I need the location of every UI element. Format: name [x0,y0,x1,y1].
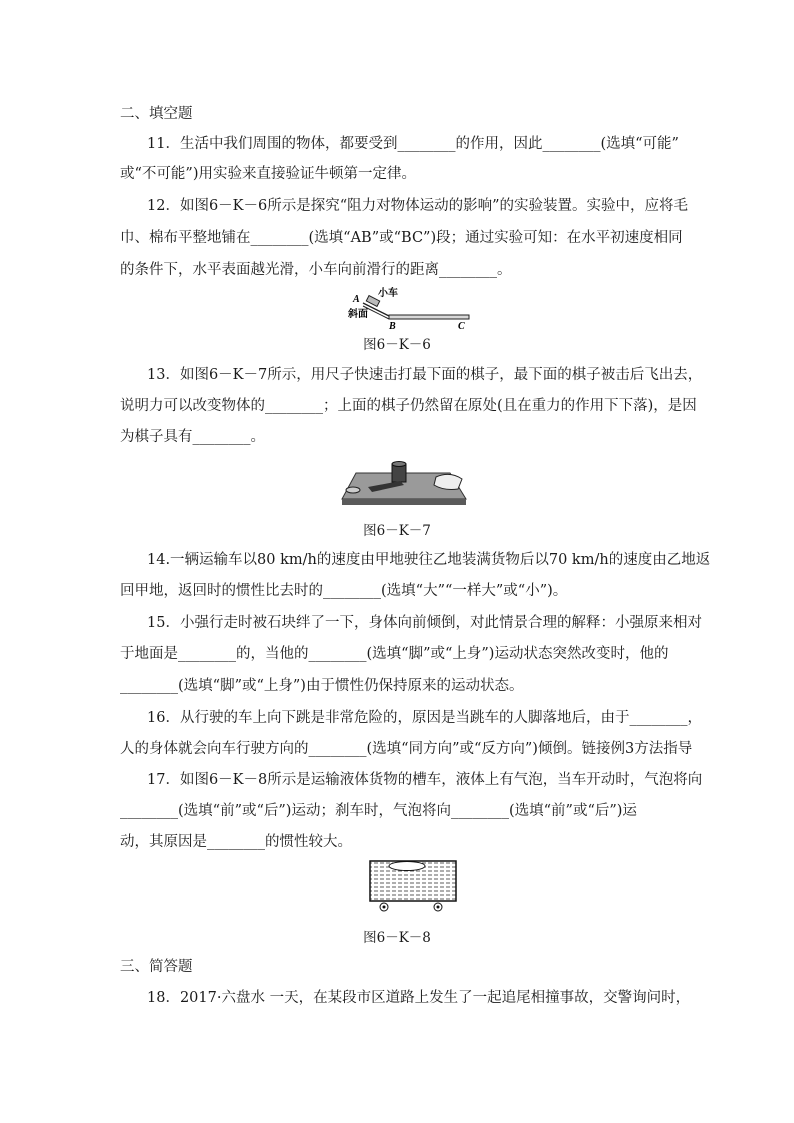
section-heading-short-answer: 三、简答题 [120,959,193,975]
tank-truck-figure [368,857,458,915]
q11-line-2: 或“不可能”)用实验来直接验证牛顿第一定律。 [120,166,416,182]
figure-caption-8: 图6－K－8 [363,930,431,946]
section-heading-fill-blank: 二、填空题 [120,106,193,122]
incline-apparatus-figure [345,287,475,329]
chess-pieces-figure [338,455,468,507]
flying-piece-icon [346,487,360,493]
air-bubble-icon [389,862,425,871]
q11-line-1: 11．生活中我们周围的物体，都要受到________的作用，因此________(选填“可能” [147,136,679,152]
table-edge [342,499,466,505]
hand-icon [434,474,462,489]
label-cart: 小车 [378,288,398,299]
q12-line-2: 巾、棉布平整地铺在________(选填“AB”或“BC”)段；通过实验可知：在水平初速度相同 [120,230,683,246]
label-slope: 斜面 [348,309,368,320]
figure-caption-6: 图6－K－6 [363,337,431,353]
q14-line-2: 回甲地，返回时的惯性比去时的________(选填“大”“一样大”或“小”)。 [120,583,568,599]
q16-line-1: 16．从行驶的车上向下跳是非常危险的，原因是当跳车的人脚落地后，由于________， [147,710,702,726]
q16-line-2: 人的身体就会向车行驶方向的________(选填“同方向”或“反方向”)倾倒。链接例3方法指导 [120,741,693,757]
label-c: C [458,321,465,329]
q17-line-2: ________(选填“前”或“后”)运动；刹车时，气泡将向________(选填“前”或“后”)运 [120,803,637,819]
wheel-front-hub [383,906,386,909]
q12-line-1: 12．如图6－K－6所示是探究“阻力对物体运动的影响”的实验装置。实验中，应将毛 [147,198,689,214]
q13-line-1: 13．如图6－K－7所示，用尺子快速击打最下面的棋子，最下面的棋子被击后飞出去， [147,367,703,383]
q12-line-3: 的条件下，水平表面越光滑，小车向前滑行的距离________。 [120,262,512,278]
q13-line-2: 说明力可以改变物体的________；上面的棋子仍然留在原处(且在重力的作用下下落)，是因 [120,398,697,414]
q18-line-1: 18．2017·六盘水 一天，在某段市区道路上发生了一起追尾相撞事故，交警询问时， [147,990,691,1006]
q15-line-2: 于地面是________的，当他的________(选填“脚”或“上身”)运动状态突然改变时，他的 [120,646,669,662]
horizontal-surface [389,315,469,319]
q15-line-1: 15．小强行走时被石块绊了一下，身体向前倾倒，对此情景合理的解释：小强原来相对 [147,615,702,631]
wheel-rear-hub [437,906,440,909]
label-a: A [353,294,360,305]
q13-line-3: 为棋子具有________。 [120,429,265,445]
figure-caption-7: 图6－K－7 [363,523,431,539]
q17-line-1: 17．如图6－K－8所示是运输液体货物的槽车，液体上有气泡，当车开动时，气泡将向 [147,772,703,788]
q14-line-1: 14.一辆运输车以80 km/h的速度由甲地驶往乙地装满货物后以70 km/h的速度由乙地返 [147,552,711,568]
q15-line-3: ________(选填“脚”或“上身”)由于惯性仍保持原来的运动状态。 [120,678,524,694]
q17-line-3: 动，其原因是________的惯性较大。 [120,834,352,850]
label-b: B [389,321,396,329]
chess-stack-top [392,462,406,467]
